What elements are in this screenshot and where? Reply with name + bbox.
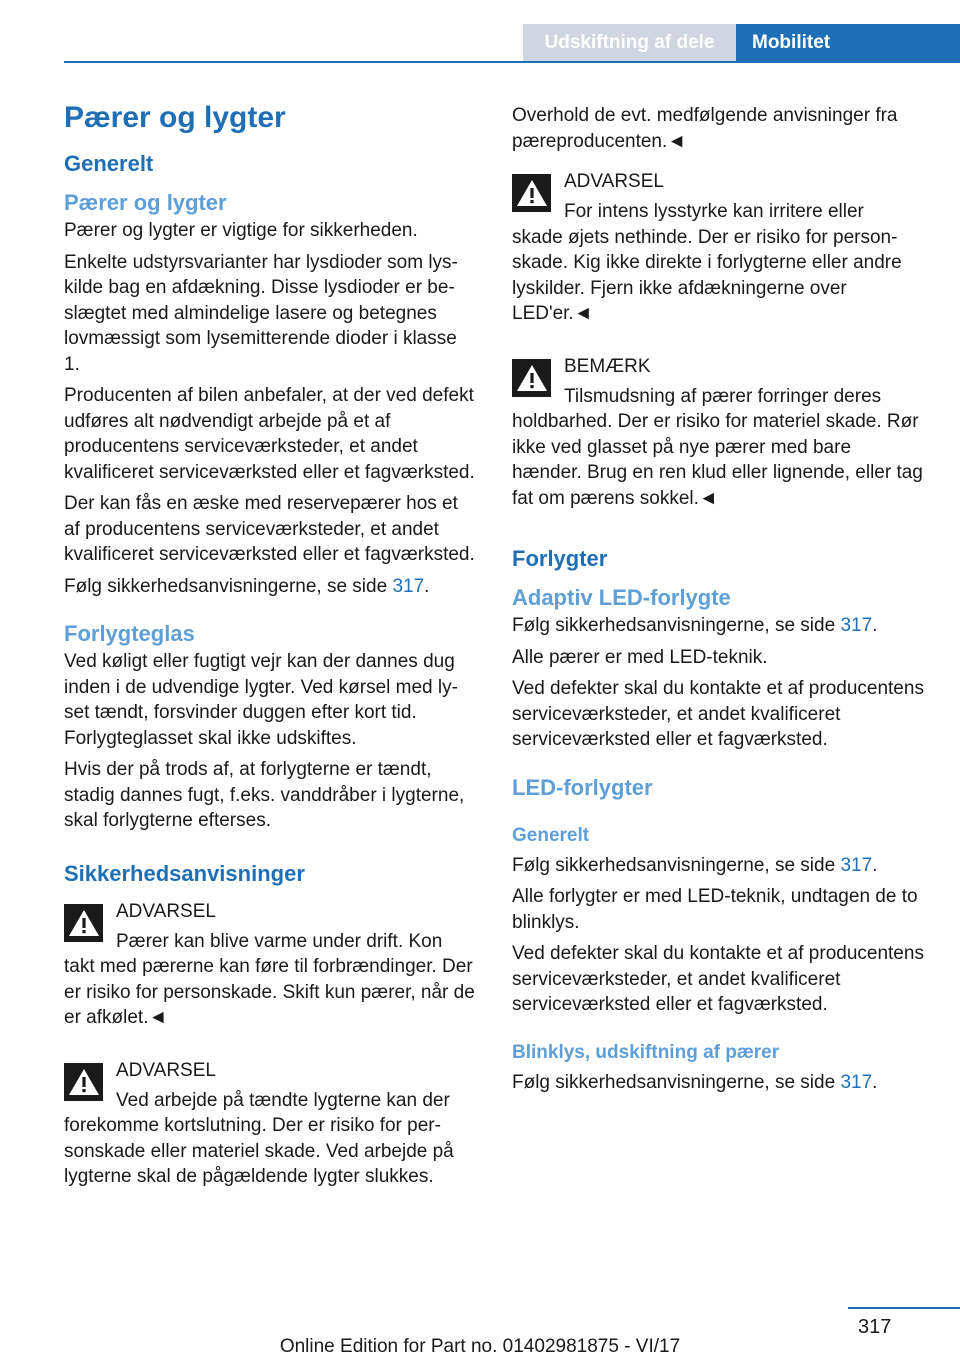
edition-footer: Online Edition for Part no. 01402981875 - VI/17 [279,1336,681,1357]
page-link[interactable]: 317 [840,1071,873,1093]
footer-rule [848,1307,960,1309]
warning-text-first: Ved arbejde på tændte lygterne kan der [116,1089,450,1111]
warning-text: forekomme kortslutning. Der er risiko for personskade eller materiel skade. Ved arbejde på lygterne skal de pågældende lygter slukkes. [64,1115,454,1187]
warning-block [64,1057,476,1190]
note-block [512,353,924,512]
paragraph: Ved defekter skal du kontakte et af producentens serviceværksteder, et andet kvalificeret serviceværksted eller et fagværksted. [512,678,924,750]
heading-adaptiv-led-forlygte: Adaptiv LED-forlygte [512,585,731,610]
heading-sikkerhedsanvisninger: Sikkerhedsanvisninger [64,860,305,886]
heading-paerer-og-lygter: Pærer og lygter [64,190,227,215]
paragraph: Pærer og lygter er vigtige for sikkerheden. [64,220,418,241]
ref-text: Følg sikkerhedsanvisningerne, se side [512,1071,841,1093]
ref-text: Følg sikkerhedsanvisningerne, se side [512,854,841,876]
ref-end: . [872,1071,878,1093]
paragraph-with-page-ref [64,574,476,600]
heading-blinklys: Blinklys, udskiftning af pærer [512,1041,780,1063]
warning-block [64,898,476,1031]
note-text-first: Tilsmudsning af pærer forringer deres [564,385,882,407]
ref-end: . [424,575,430,597]
chapter-tab[interactable]: Mobilitet [736,24,960,62]
left-column [64,98,476,1216]
heading-forlygter: Forlygter [512,546,608,571]
heading-generelt-sub: Generelt [512,824,590,846]
paragraph-with-page-ref [512,613,924,639]
paragraph: Enkelte udstyrsvarianter har lysdioder som lyskilde bag en afdækning. Disse lysdioder er beslægtet med almindelige lasere og betegnes lovmæssigt som lysemitterende dioder i klasse 1. [64,251,458,375]
paragraph: Overhold de evt. medfølgende anvisninger fra pæreproducenten.◄ [512,105,898,152]
heading-led-forlygter: LED-forlygter [512,774,653,800]
section-tab[interactable]: Udskiftning af dele [523,24,736,62]
warning-triangle-icon [64,904,103,942]
paragraph-with-page-ref [512,853,924,879]
header-rule [64,61,960,63]
paragraph-with-page-ref [512,1070,924,1096]
warning-text-first: For intens lysstyrke kan irritere eller [564,201,864,222]
warning-title: ADVARSEL [116,900,216,922]
warning-triangle-icon [512,174,551,212]
note-title: BEMÆRK [564,355,651,377]
warning-triangle-icon [64,1063,103,1101]
paragraph: Ved køligt eller fugtigt vejr kan der dannes dug inden i de udvendige lygter. Ved kørsel med lyset tændt, forsvinder duggen efter kort tid. Forlygteglasset skal ikke udskiftes. [64,651,458,749]
warning-triangle-icon [512,359,551,397]
warning-title: ADVARSEL [116,1059,216,1081]
warning-text: takt med pærerne kan føre til forbrændinger. Der er risiko for personskade. Skift kun pærer, når de er afkølet.◄ [64,956,475,1028]
right-column [512,103,924,1101]
ref-text: Følg sikkerhedsanvisningerne, se side [64,575,393,597]
ref-text: Følg sikkerhedsanvisningerne, se side [512,615,841,636]
page-link[interactable]: 317 [840,615,873,636]
page-link[interactable]: 317 [840,854,873,876]
paragraph: Alle forlygter er med LED-teknik, undtagen de to blinklys. [512,886,918,933]
warning-text-first: Pærer kan blive varme under drift. Kon [116,930,443,952]
note-text: holdbarhed. Der er risiko for materiel skade. Rør ikke ved glasset på nye pærer med bare hænder. Brug en ren klud eller lignende, eller tag fat om pærens sokkel.◄ [512,411,923,509]
ref-end: . [872,854,878,876]
paragraph: Der kan fås en æske med reservepærer hos et af producentens serviceværksteder, et andet kvalificeret serviceværksted eller et fagværksted. [64,493,475,565]
paragraph: Hvis der på trods af, at forlygterne er tændt, stadig dannes fugt, f.eks. vanddråber i lygterne, skal forlygterne efterses. [64,759,465,831]
page-link[interactable]: 317 [392,575,425,597]
page-header [0,0,960,62]
page-title: Pærer og lygter [64,101,286,134]
paragraph: Producenten af bilen anbefaler, at der ved defekt udføres alt nødvendigt arbejde på et af producentens serviceværksteder, et andet kvalificeret serviceværksted eller et fagværksted. [64,385,475,483]
warning-block [512,168,924,327]
page-number: 317 [858,1316,892,1338]
paragraph: Ved defekter skal du kontakte et af producentens serviceværksteder, et andet kvalificeret serviceværksted eller et fagværksted. [512,943,924,1015]
ref-end: . [872,615,878,636]
heading-forlygteglas: Forlygteglas [64,621,195,646]
warning-title: ADVARSEL [564,171,664,192]
heading-generelt: Generelt [64,151,154,176]
warning-text: skade øjets nethinde. Der er risiko for personskade. Kig ikke direkte i forlygterne eller andre lyskilder. Fjern ikke afdækningerne over LED'er.◄ [512,226,902,324]
paragraph: Alle pærer er med LED-teknik. [512,646,768,668]
